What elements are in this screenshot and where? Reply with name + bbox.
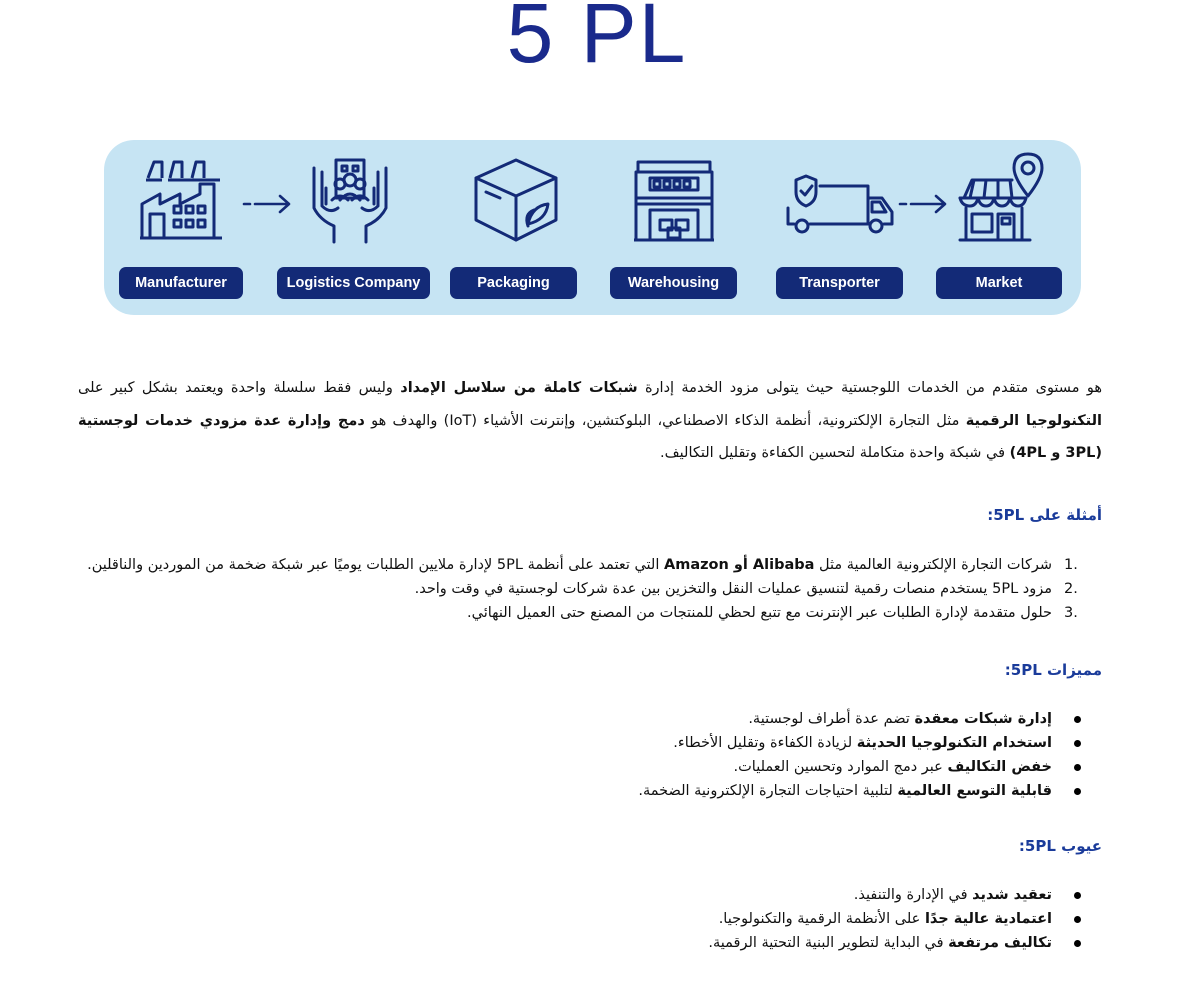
list-item-text: تضم عدة أطراف لوجستية. (748, 710, 915, 727)
list-item-bold: خفض التكاليف (947, 758, 1052, 775)
list-item (78, 707, 1102, 731)
advantages-heading: مميزات 5PL: (1004, 660, 1102, 679)
bullet-icon (1074, 940, 1081, 947)
advantages-list (78, 707, 1102, 803)
truck-shield-icon (780, 148, 900, 248)
warehouse-icon (624, 148, 724, 248)
list-item-text: التي تعتمد على أنظمة 5PL لإدارة ملايين الطلبات يوميًا عبر شبكة ضخمة من الموردين والناقلين. (87, 556, 664, 573)
list-item (78, 755, 1102, 779)
list-item-text: شركات التجارة الإلكترونية العالمية مثل (814, 556, 1052, 573)
list-item (78, 553, 1102, 577)
stage-label-packaging: Packaging (450, 267, 577, 299)
list-item (78, 577, 1102, 601)
bullet-icon (1074, 764, 1081, 771)
list-item-bold: Amazon أو Alibaba (663, 556, 815, 573)
factory-icon (130, 148, 230, 248)
disadvantages-heading: عيوب 5PL: (1018, 836, 1102, 855)
hands-people-icon (300, 148, 400, 248)
disadvantages-list (78, 883, 1102, 955)
list-item-text: في الإدارة والتنفيذ. (853, 886, 973, 903)
examples-list (78, 553, 1102, 625)
stage-label-transporter: Transporter (776, 267, 903, 299)
supply-chain-diagram (104, 140, 1081, 315)
list-item-text: حلول متقدمة لإدارة الطلبات عبر الإنترنت مع تتبع لحظي للمنتجات من المصنع حتى العميل النهائي. (467, 604, 1052, 621)
page-title: 5 PL (506, 0, 688, 80)
intro-text: وليس فقط سلسلة واحدة ويعتمد بشكل كبير على (78, 380, 401, 396)
examples-heading: أمثلة على 5PL: (987, 505, 1102, 524)
list-item-bold: اعتمادية عالية جدًا (924, 910, 1052, 927)
list-item (78, 883, 1102, 907)
stage-label-manufacturer: Manufacturer (119, 267, 243, 299)
list-item-bold: تعقيد شديد (972, 886, 1052, 903)
list-item (78, 779, 1102, 803)
article-body (78, 372, 1102, 955)
intro-bold: شبكات كاملة من سلاسل الإمداد (400, 380, 638, 396)
list-item (78, 731, 1102, 755)
list-item (78, 907, 1102, 931)
bullet-icon (1074, 740, 1081, 747)
box-leaf-icon (466, 148, 566, 248)
arrow-icon (898, 192, 950, 216)
list-item-text: مزود 5PL يستخدم منصات رقمية لتنسيق عمليات النقل والتخزين بين عدة شركات لوجستية في وقت واحد. (414, 580, 1052, 597)
bullet-icon (1074, 788, 1081, 795)
list-item-text: على الأنظمة الرقمية والتكنولوجيا. (718, 910, 925, 927)
stage-label-warehousing: Warehousing (610, 267, 737, 299)
bullet-icon (1074, 716, 1081, 723)
intro-bold: دمج وإدارة عدة مزودي خدمات لوجستية (3PL و 4PL) (78, 412, 1102, 461)
stage-label-market: Market (936, 267, 1062, 299)
arrow-icon (242, 192, 294, 216)
list-item (78, 931, 1102, 955)
list-item-bold: تكاليف مرتفعة (948, 934, 1052, 951)
intro-text: في شبكة واحدة متكاملة لتحسين الكفاءة وتقليل التكاليف. (660, 445, 1010, 461)
list-item-bold: قابلية التوسع العالمية (897, 782, 1052, 799)
intro-text: هو مستوى متقدم من الخدمات اللوجستية حيث يتولى مزود الخدمة إدارة (637, 380, 1102, 396)
list-number: 1. (1064, 556, 1078, 573)
list-item-text: في البداية لتطوير البنية التحتية الرقمية. (708, 934, 949, 951)
list-item-bold: إدارة شبكات معقدة (914, 710, 1052, 727)
list-item-bold: استخدام التكنولوجيا الحديثة (856, 734, 1052, 751)
stage-label-logistics-company: Logistics Company (277, 267, 430, 299)
bullet-icon (1074, 916, 1081, 923)
intro-bold: التكنولوجيا الرقمية (965, 412, 1103, 429)
list-item-text: لتلبية احتياجات التجارة الإلكترونية الضخمة. (638, 782, 898, 799)
list-item-text: لزيادة الكفاءة وتقليل الأخطاء. (673, 734, 857, 751)
list-number: 3. (1064, 604, 1078, 621)
bullet-icon (1074, 892, 1081, 899)
intro-text: مثل التجارة الإلكترونية، أنظمة الذكاء الاصطناعي، البلوكتشين، وإنترنت الأشياء (IoT) والهدف هو (364, 412, 966, 429)
store-pin-icon (950, 148, 1054, 248)
list-number: 2. (1064, 580, 1078, 597)
intro-paragraph (78, 372, 1102, 470)
list-item-text: عبر دمج الموارد وتحسين العمليات. (733, 758, 948, 775)
list-item (78, 601, 1102, 625)
